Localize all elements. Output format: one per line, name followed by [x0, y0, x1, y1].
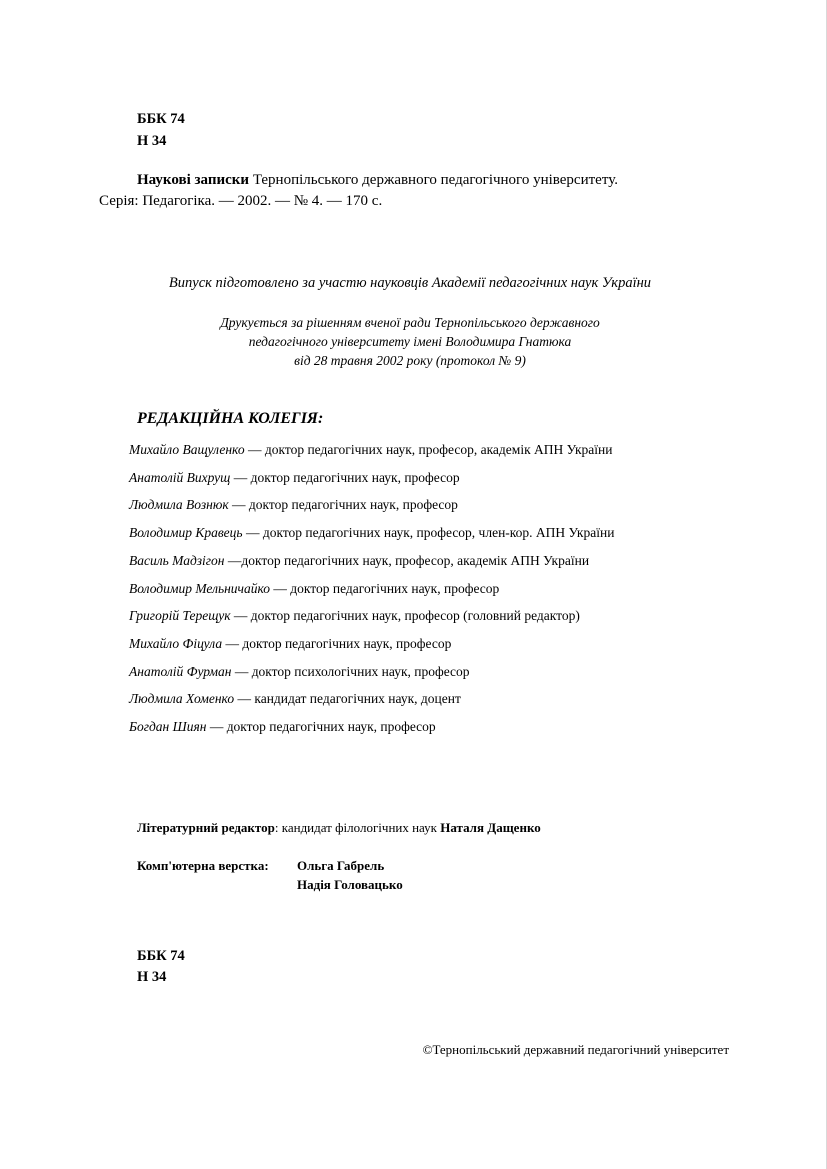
member-name: Анатолій Вихрущ — [129, 470, 231, 485]
layout-person-1: Ольга Габрель — [297, 858, 385, 873]
member-role: — доктор педагогічних наук, професор — [270, 581, 500, 596]
member-role: — доктор педагогічних наук, професор — [222, 636, 452, 651]
member-name: Михайло Ващуленко — [129, 442, 245, 457]
bibliographic-line-2: Серія: Педагогіка. — 2002. — № 4. — 170 с. — [99, 193, 383, 209]
board-member — [129, 440, 613, 460]
member-name: Людмила Хоменко — [129, 691, 235, 706]
board-member — [129, 606, 580, 626]
board-member — [129, 495, 458, 515]
member-name: Анатолій Фурман — [129, 664, 232, 679]
member-role: — доктор педагогічних наук, професор — [206, 719, 436, 734]
member-role: — кандидат педагогічних наук, доцент — [234, 691, 461, 706]
member-name: Михайло Фіцула — [129, 636, 223, 651]
journal-title: Наукові записки — [137, 172, 250, 188]
copyright-notice: ©Тернопільський державний педагогічний університет — [422, 1042, 729, 1057]
board-member — [129, 468, 460, 488]
member-name: Людмила Вознюк — [129, 497, 229, 512]
preparation-note: Випуск підготовлено за участю науковців Академії педагогічних наук України — [168, 275, 652, 291]
board-member — [129, 551, 589, 571]
board-member — [129, 689, 461, 709]
board-member — [129, 579, 499, 599]
board-member — [129, 634, 451, 654]
board-member — [129, 662, 470, 682]
index-code-bottom: Н 34 — [137, 969, 167, 985]
member-role: — доктор педагогічних наук, професор, академік АПН України — [244, 442, 613, 457]
layout-label: Комп'ютерна верстка: — [137, 858, 269, 873]
editorial-board-title: РЕДАКЦІЙНА КОЛЕГІЯ: — [137, 410, 324, 427]
member-role: — доктор психологічних наук, професор — [231, 664, 470, 679]
approval-note-line-1: Друкується за рішенням вченої ради Тернопільського державного — [220, 315, 600, 330]
member-name: Володимир Кравець — [129, 525, 243, 540]
journal-publisher: Тернопільського державного педагогічного університету. — [249, 172, 618, 188]
literary-editor-label: Літературний редактор — [137, 820, 275, 835]
member-name: Григорій Терещук — [129, 608, 231, 623]
member-name: Володимир Мельничайко — [129, 581, 271, 596]
literary-editor-name: Наталя Дащенко — [440, 820, 541, 835]
index-code-top: Н 34 — [137, 133, 167, 149]
bibliographic-line-1 — [137, 170, 729, 191]
bbk-code-top: ББК 74 — [137, 111, 185, 127]
member-role: — доктор педагогічних наук, професор — [228, 497, 458, 512]
board-member — [129, 523, 614, 543]
member-role: — доктор педагогічних наук, професор — [230, 470, 460, 485]
member-role: — доктор педагогічних наук, професор, член-кор. АПН України — [242, 525, 615, 540]
approval-note-line-3: від 28 травня 2002 року (протокол № 9) — [294, 353, 526, 368]
member-name: Василь Мадзігон — [129, 553, 225, 568]
approval-note-line-2: педагогічного університету імені Володимира Гнатюка — [248, 334, 572, 349]
literary-editor-line — [137, 818, 541, 838]
board-member — [129, 717, 436, 737]
member-role: — доктор педагогічних наук, професор (головний редактор) — [230, 608, 580, 623]
bbk-code-bottom: ББК 74 — [137, 948, 185, 964]
literary-editor-desc: : кандидат філологічних наук — [274, 820, 441, 835]
layout-person-2: Надія Головацько — [297, 877, 403, 892]
member-name: Богдан Шиян — [129, 719, 207, 734]
member-role: —доктор педагогічних наук, професор, академік АПН України — [224, 553, 590, 568]
